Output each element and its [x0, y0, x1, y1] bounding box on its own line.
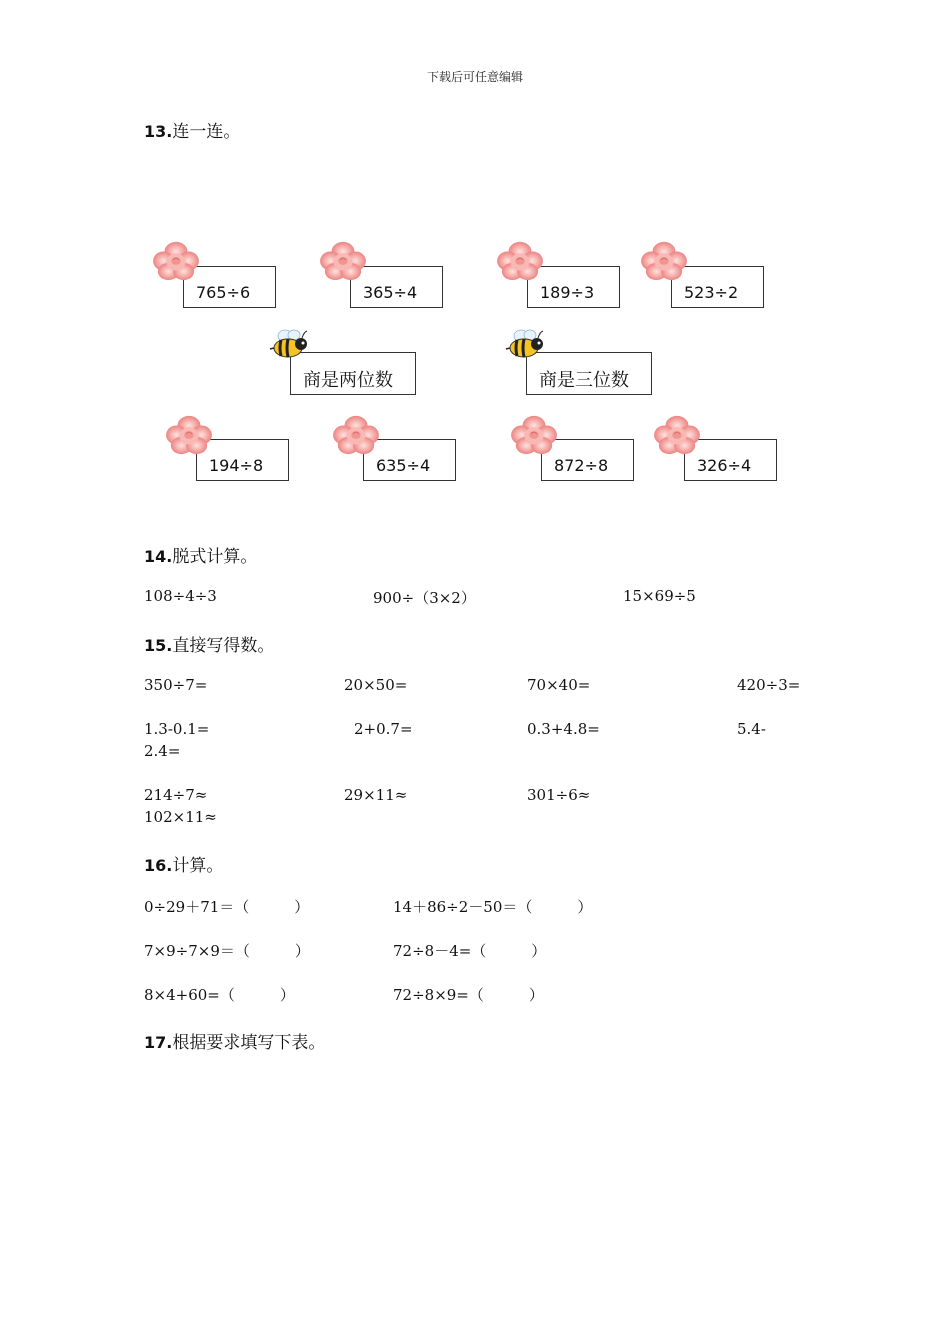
- expr-box[interactable]: 189÷3: [527, 266, 620, 308]
- expr-box[interactable]: 635÷4: [363, 439, 456, 481]
- flower-icon: [653, 414, 701, 456]
- question-number: 17.: [144, 1033, 173, 1052]
- calc-item: 15×69÷5: [623, 587, 696, 605]
- mental-calc-item: 214÷7≈: [144, 786, 208, 804]
- mental-calc-item: 0.3+4.8=: [527, 720, 600, 738]
- question-17-title: [144, 1028, 325, 1053]
- bee-icon: [504, 328, 546, 360]
- mental-calc-item: 420÷3=: [737, 676, 801, 694]
- bee-icon: [268, 328, 310, 360]
- category-box-two-digit[interactable]: 商是两位数: [290, 352, 416, 395]
- calc-item: 72÷8×9=（ ）: [393, 986, 544, 1004]
- question-text: 脱式计算。: [172, 547, 258, 567]
- question-text: 直接写得数。: [172, 636, 275, 656]
- page-header: 下载后可任意编辑: [426, 70, 523, 84]
- calc-item: 14＋86÷2－50＝（ ）: [393, 898, 593, 916]
- category-box-three-digit[interactable]: 商是三位数: [526, 352, 652, 395]
- mental-calc-item: 70×40=: [527, 676, 591, 694]
- calc-item: 8×4+60=（ ）: [144, 986, 295, 1004]
- mental-calc-item: 29×11≈: [344, 786, 408, 804]
- mental-calc-item-wrap: 2.4=: [144, 742, 181, 760]
- mental-calc-item: 301÷6≈: [527, 786, 591, 804]
- question-15-title: [144, 631, 274, 656]
- question-13-title: [144, 117, 240, 142]
- flower-icon: [496, 240, 544, 282]
- question-16-title: [144, 851, 223, 876]
- mental-calc-item: 20×50=: [344, 676, 408, 694]
- question-number: 13.: [144, 122, 173, 141]
- expr-box[interactable]: 765÷6: [183, 266, 276, 308]
- expr-box[interactable]: 872÷8: [541, 439, 634, 481]
- calc-item: 0÷29＋71＝（ ）: [144, 898, 310, 916]
- question-text: 根据要求填写下表。: [172, 1033, 326, 1053]
- flower-icon: [152, 240, 200, 282]
- flower-icon: [332, 414, 380, 456]
- calc-item: 72÷8－4=（ ）: [393, 942, 547, 960]
- flower-icon: [510, 414, 558, 456]
- flower-icon: [640, 240, 688, 282]
- flower-icon: [319, 240, 367, 282]
- question-text: 连一连。: [172, 122, 241, 142]
- mental-calc-item: 350÷7=: [144, 676, 208, 694]
- calc-item: 108÷4÷3: [144, 587, 217, 605]
- calc-item: 900÷（3×2）: [373, 589, 476, 607]
- mental-calc-item-wrap: 102×11≈: [144, 808, 217, 826]
- flower-icon: [165, 414, 213, 456]
- question-number: 15.: [144, 636, 173, 655]
- expr-box[interactable]: 194÷8: [196, 439, 289, 481]
- expr-box[interactable]: 365÷4: [350, 266, 443, 308]
- question-14-title: [144, 542, 257, 567]
- expr-box[interactable]: 523÷2: [671, 266, 764, 308]
- mental-calc-item: 5.4-: [737, 720, 766, 738]
- question-text: 计算。: [172, 856, 224, 876]
- calc-item: 7×9÷7×9＝（ ）: [144, 942, 310, 960]
- expr-box[interactable]: 326÷4: [684, 439, 777, 481]
- mental-calc-item: 2+0.7=: [354, 720, 413, 738]
- question-number: 14.: [144, 547, 173, 566]
- question-number: 16.: [144, 856, 173, 875]
- mental-calc-item: 1.3-0.1=: [144, 720, 210, 738]
